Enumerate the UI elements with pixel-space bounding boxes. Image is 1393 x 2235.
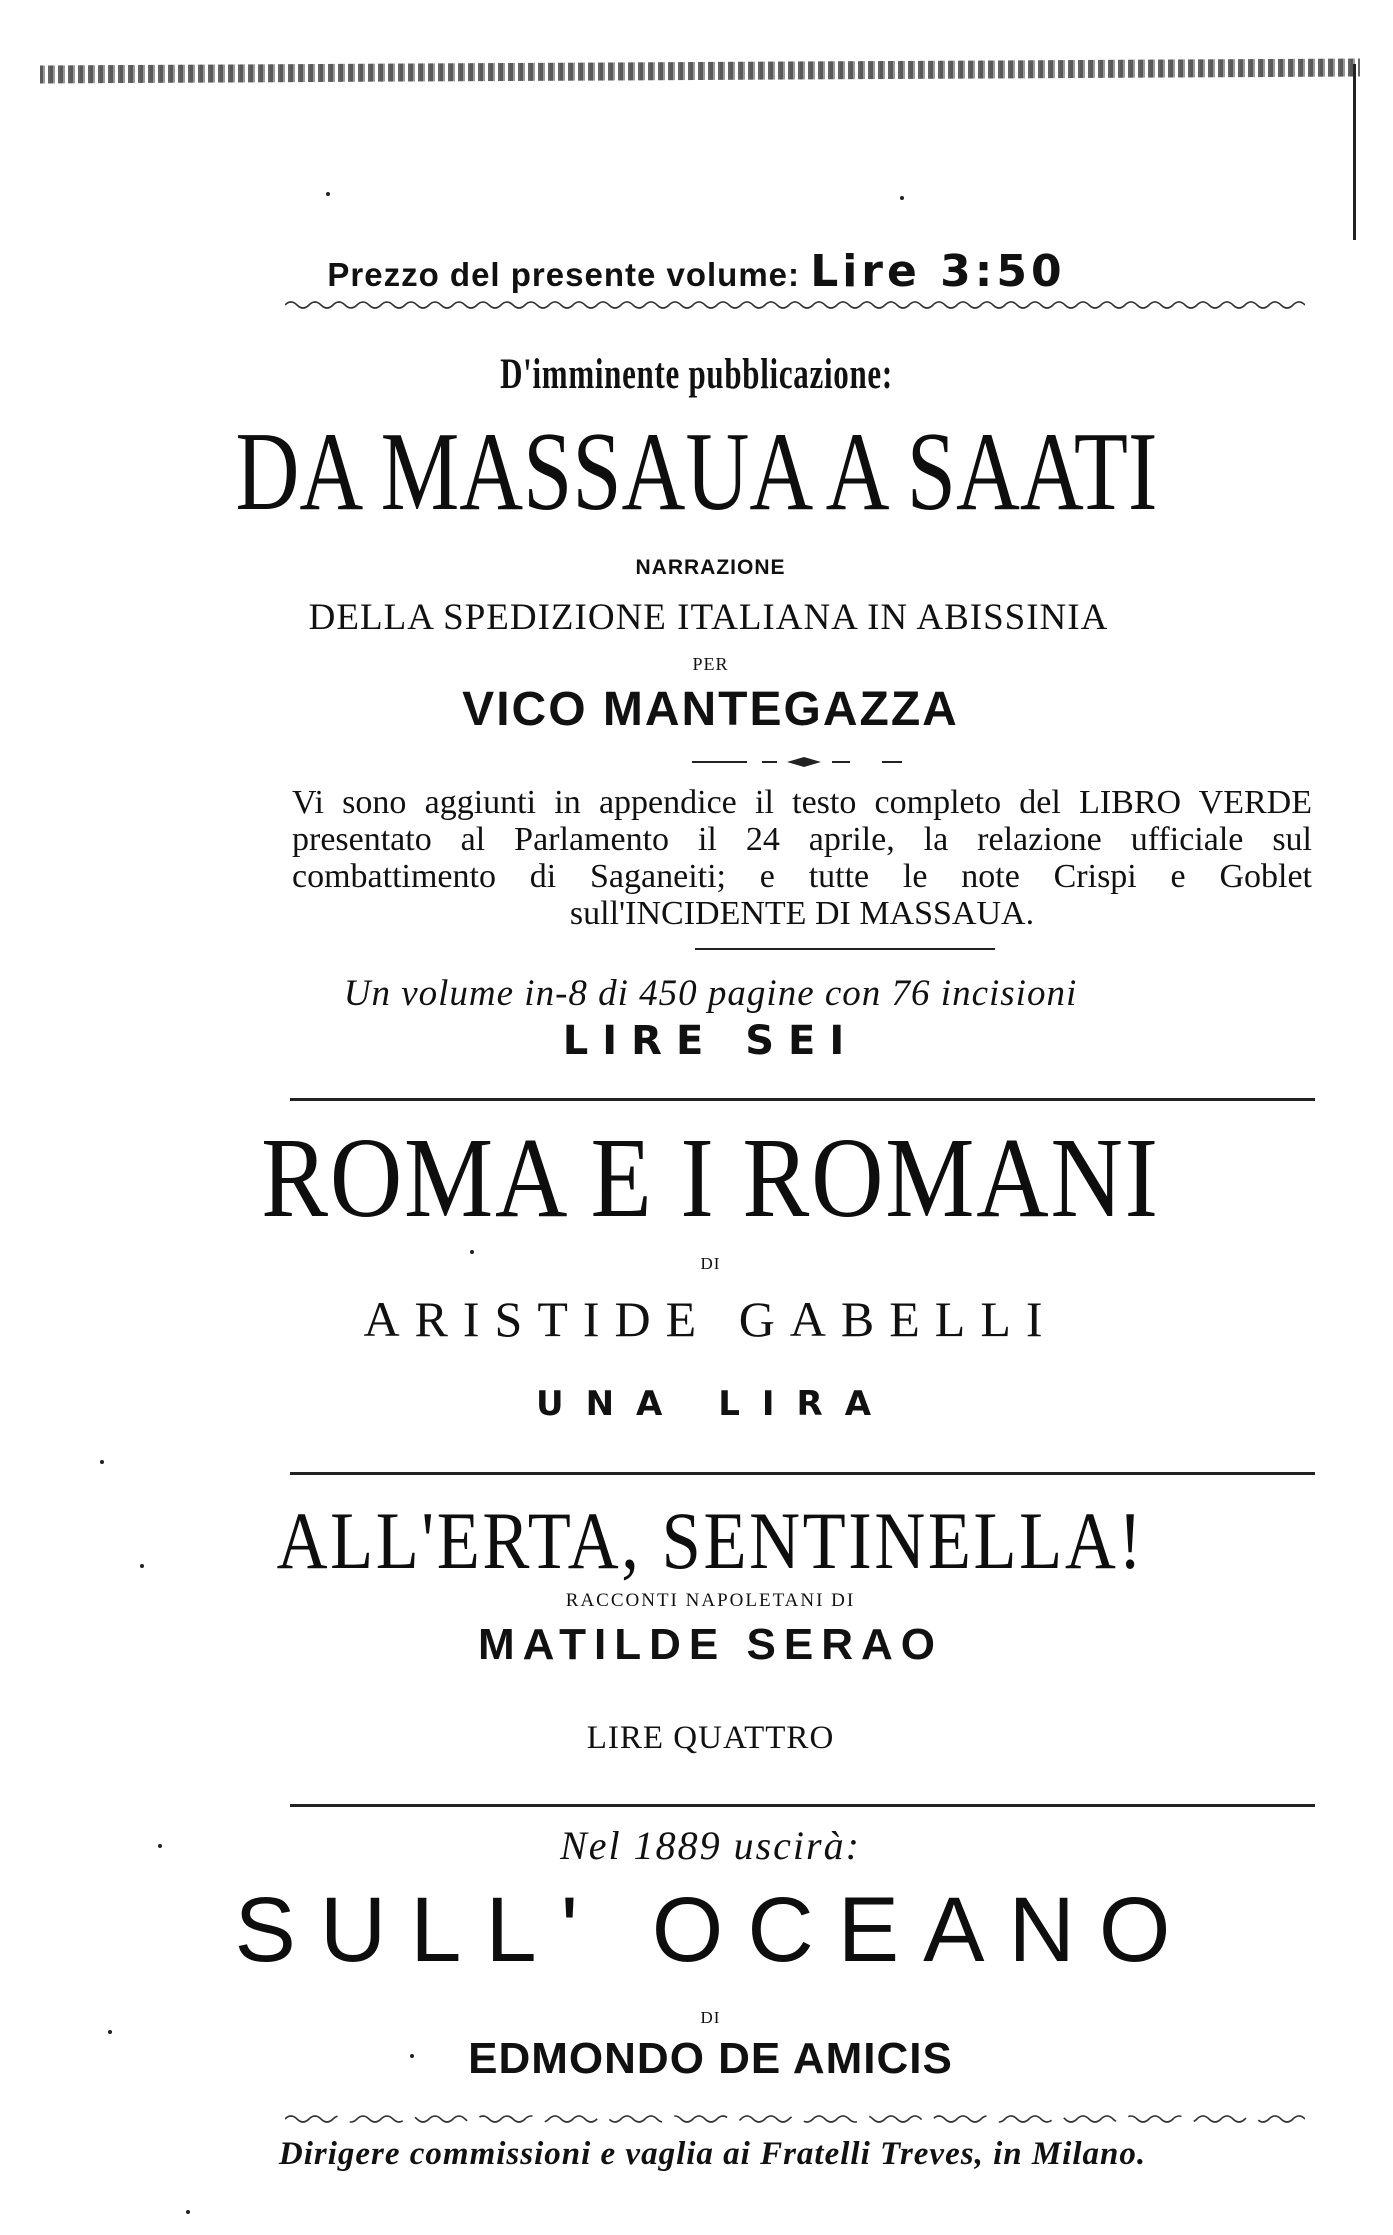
massaua-author: VICO MANTEGAZZA	[462, 683, 959, 736]
print-speck	[100, 1460, 104, 1464]
oceano-author: EDMONDO DE AMICIS	[468, 2034, 953, 2083]
wavy-divider-bottom	[285, 2112, 1305, 2126]
oceano-title: SULL' OCEANO	[234, 1879, 1195, 1981]
print-speck	[108, 2030, 112, 2034]
massaua-by: PER	[692, 654, 729, 674]
ornament-divider	[692, 754, 902, 770]
scan-edge-right	[1353, 64, 1356, 240]
description-rule	[695, 948, 995, 950]
print-speck	[158, 1844, 162, 1848]
massaua-title: DA MASSAUA A SAATI	[235, 410, 1158, 534]
massaua-subtitle-small: NARRAZIONE	[635, 556, 786, 579]
allerta-subtitle: RACCONTI NAPOLETANI DI	[565, 1590, 856, 1611]
roma-price: UNA LIRA	[535, 1384, 894, 1424]
wavy-divider-top	[285, 298, 1305, 312]
print-speck	[140, 1564, 144, 1568]
massaua-volume-info: Un volume in-8 di 450 pagine con 76 incisioni	[343, 973, 1078, 1014]
print-speck	[410, 2054, 414, 2058]
oceano-announcement: Nel 1889 uscirà:	[560, 1823, 861, 1868]
print-speck	[326, 192, 330, 196]
publisher-footer: Dirigere commissioni e vaglia ai Fratelli Treves, in Milano.	[278, 2136, 1147, 2172]
massaua-price: LIRE SEI	[562, 1018, 859, 1064]
roma-by: DI	[700, 1254, 721, 1273]
section-rule	[290, 1804, 1315, 1807]
roma-author: ARISTIDE GABELLI	[363, 1291, 1058, 1347]
print-speck	[186, 2210, 190, 2214]
massaua-subtitle: DELLA SPEDIZIONE ITALIANA IN ABISSINIA	[308, 597, 1109, 638]
allerta-title: ALL'ERTA, SENTINELLA!	[276, 1495, 1145, 1586]
section-rule	[290, 1472, 1315, 1475]
allerta-price: LIRE QUATTRO	[586, 1720, 835, 1756]
price-label: Prezzo del presente volume:	[327, 256, 801, 293]
roma-title: ROMA E I ROMANI	[261, 1114, 1160, 1241]
price-amount: Lire 3:50	[810, 246, 1066, 297]
oceano-by: DI	[700, 2008, 721, 2027]
section-rule	[290, 1098, 1315, 1101]
massaua-description: Vi sono aggiunti in appendice il testo completo del LIBRO VERDE presentato al Parlamento il 24 aprile, la relazione ufficiale sul combattimento di Saganeiti; e tutte le note Crispi e Goblet sull'INCIDENTE DI MASSAUA.	[292, 784, 1312, 932]
price-line	[0, 246, 1393, 297]
allerta-author: MATILDE SERAO	[478, 1620, 943, 1669]
print-speck	[900, 196, 904, 200]
imminent-heading: D'imminente pubblicazione:	[500, 351, 893, 398]
print-speck	[470, 1250, 474, 1254]
scan-edge-top	[40, 59, 1360, 84]
